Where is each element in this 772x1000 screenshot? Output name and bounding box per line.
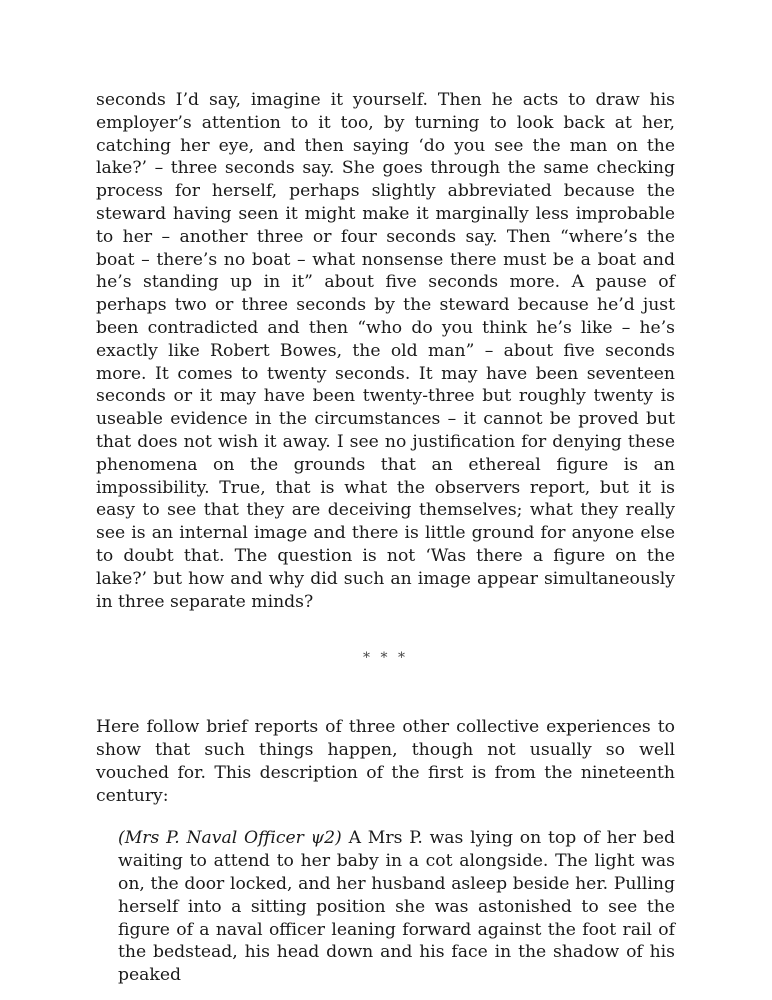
body-paragraph-1: seconds I’d say, imagine it yourself. Then he acts to draw his employer’s attention to it too, by turning to look back at her, catching her eye, and then saying ‘do you see the man on the lake?’ – three seconds say. She goes through the same checking process for herself, perhaps slightly abbreviated because the steward having seen it might make it marginally less improbable to her – another three or four seconds say. Then “where’s the boat – there’s no boat – what nonsense there must be a boat and he’s standing up in it” about five seconds more. A pause of perhaps two or three seconds by the steward because he’d just been contradicted and then “who do you think he’s like – he’s exactly like Robert Bowes, the old man” – about five seconds more. It comes to twenty seconds. It may have been seventeen seconds or it may have been twenty-three but roughly twenty is useable evidence in the circumstances – it cannot be proved but that does not wish it away. I see no justification for denying these phenomena on the grounds that an ethereal figure is an impossibility. True, that is what the observers report, but it is easy to see that they are deceiving themselves; what they really see is an internal image and there is little ground for anyone else to doubt that. The question is not ‘Was there a figure on the lake?’ but how and why did such an image appear simultaneously in three separate minds? bbox=[96, 90, 675, 612]
quote-reference: (Mrs P. Naval Officer ψ2) bbox=[118, 828, 342, 849]
body-paragraph-2: Here follow brief reports of three other collective experiences to show that such things happen, though not usually so well vouched for. This description of the first is from the nineteenth century: bbox=[96, 717, 675, 806]
quote-text: A Mrs P. was lying on top of her bed waiting to attend to her baby in a cot alongside. The light was on, the door locked, and her husband asleep beside her. Pulling herself into a sitting position she was astonished to see the figure of a naval officer leaning forward against the foot rail of the bedstead, his head down and his face in the shadow of his peaked bbox=[118, 828, 676, 986]
section-separator: * * * bbox=[363, 650, 408, 667]
page-body bbox=[96, 89, 675, 987]
block-quote bbox=[118, 827, 675, 987]
